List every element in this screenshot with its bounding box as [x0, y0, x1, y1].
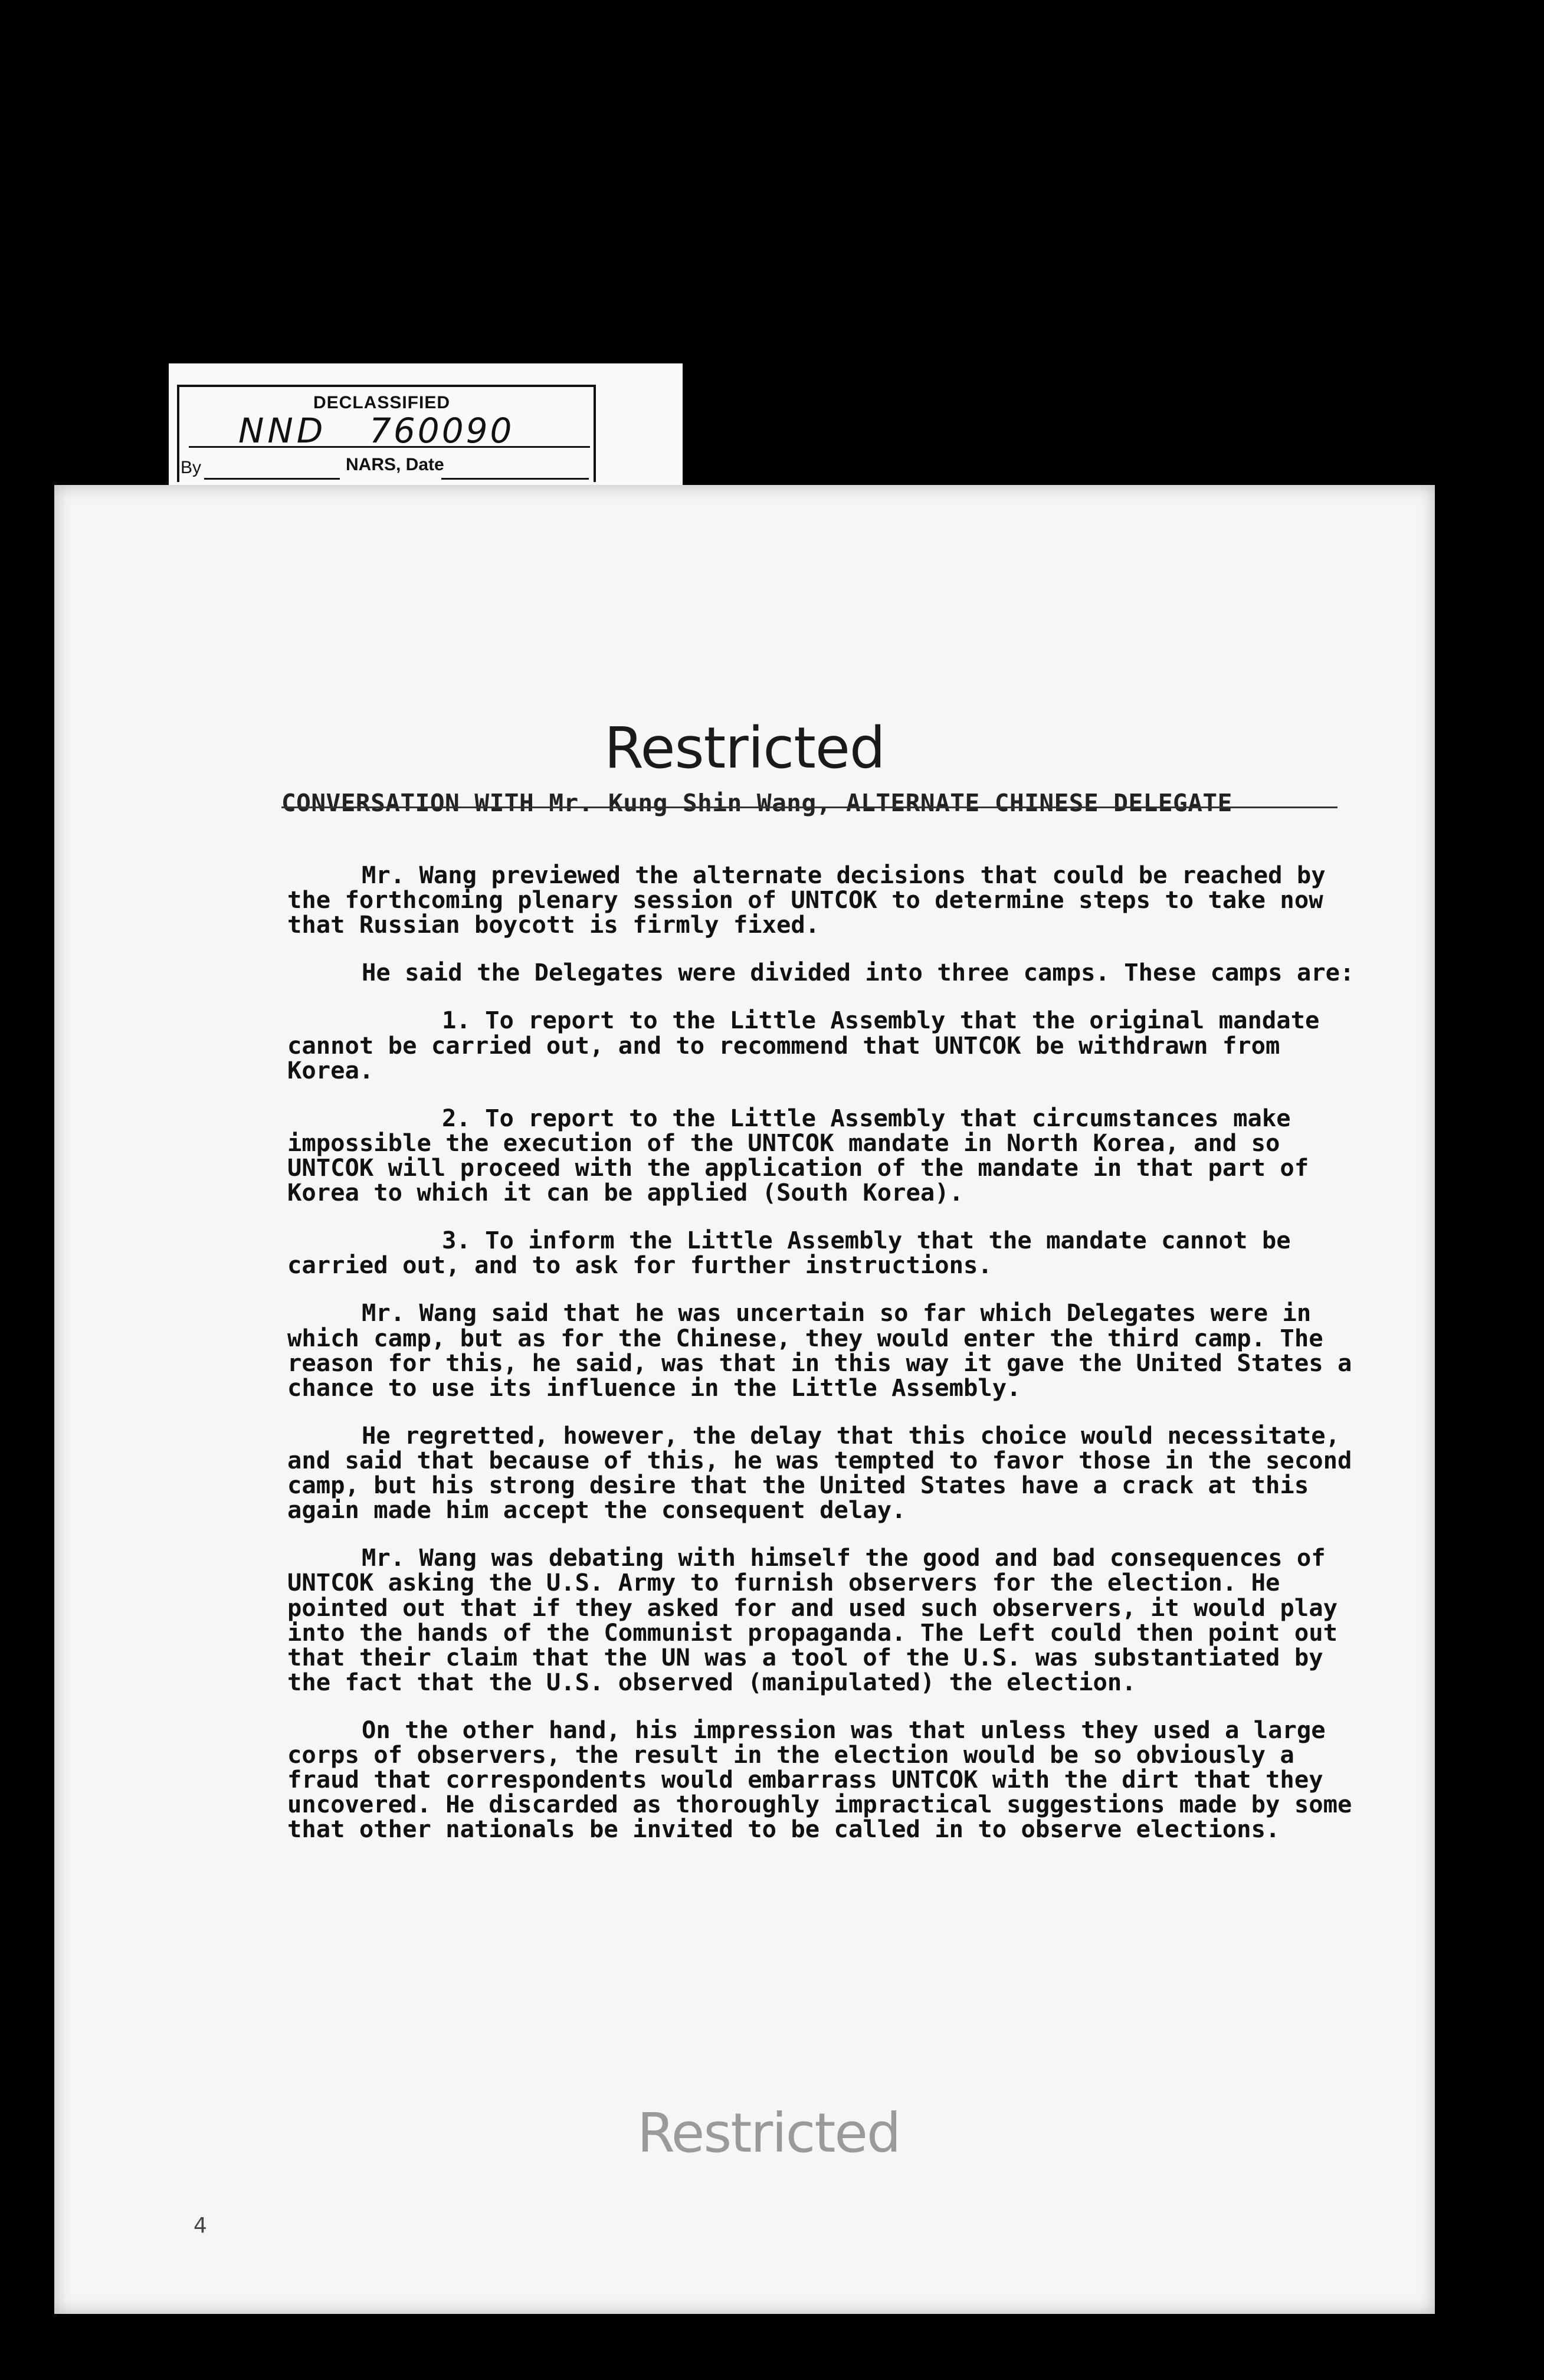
- stamp-by-line: [204, 478, 340, 480]
- paragraph: He said the Delegates were divided into three camps. These camps are:: [362, 958, 1355, 987]
- page-corner-mark: 4: [194, 2214, 207, 2238]
- paragraph: On the other hand, his impression was that unless they used a large corps of observers, the result in the election would be so obviously a fraud that correspondents would embarrass UNTCOK with the dirt that they uncovered. He discarded as thoroughly impractical suggestions made by some that other nationals be invited to be called in to observe elections.: [287, 1715, 1366, 1844]
- paragraph: He regretted, however, the delay that this choice would necessitate, and said that because of this, he was tempted to favor those in the second camp, but his strong desire that the United States have a crack at this again made him accept the consequent delay.: [287, 1421, 1366, 1525]
- stamp-authority-number: 760090: [369, 411, 514, 451]
- stamp-rule: [189, 446, 590, 448]
- stamp-authority-prefix: NND: [238, 411, 327, 451]
- footer-classification-stamp: Restricted: [637, 2102, 900, 2165]
- list-item: 3. To inform the Little Assembly that the mandate cannot be carried out, and to ask for further instructions.: [287, 1226, 1305, 1280]
- stamp-by-label: By: [181, 458, 202, 477]
- declassification-stamp: [169, 363, 683, 502]
- subject-strikethrough: [281, 807, 1338, 808]
- classification-header: Restricted: [604, 715, 885, 781]
- stamp-nars-date-label: NARS, Date: [346, 455, 444, 474]
- subject-text: CONVERSATION WITH Mr. Kung Shin Wang, ALTERNATE CHINESE DELEGATE: [281, 789, 1232, 817]
- document-page: [54, 485, 1435, 2314]
- paragraph: Mr. Wang said that he was uncertain so far which Delegates were in which camp, but as for the Chinese, they would enter the third camp. The reason for this, he said, was that in this way it gave the United States a chance to use its influence in the Little Assembly.: [287, 1299, 1366, 1402]
- paragraph: Mr. Wang previewed the alternate decisions that could be reached by the forthcoming plenary session of UNTCOK to determine steps to take now that Russian boycott is firmly fixed.: [287, 861, 1340, 939]
- stamp-declassified-label: DECLASSIFIED: [313, 393, 451, 412]
- document-subject: [281, 789, 1349, 817]
- list-item: 2. To report to the Little Assembly that circumstances make impossible the execution of the UNTCOK mandate in North Korea, and so UNTCOK will proceed with the application of the mandate in that part of Korea to which it can be applied (South Korea).: [287, 1103, 1323, 1207]
- stamp-date-line: [441, 478, 589, 480]
- paragraph: Mr. Wang was debating with himself the good and bad consequences of UNTCOK asking the U.S. Army to furnish observers for the election. He pointed out that if they asked for and used such observers, it would play into the hands of the Communist propaganda. The Left could then point out that their claim that the UN was a tool of the U.S. was substantiated by the fact that the U.S. observed (manipulated) the election.: [287, 1543, 1352, 1696]
- list-item: 1. To report to the Little Assembly that the original mandate cannot be carried out, and to recommend that UNTCOK be withdrawn from Korea.: [287, 1006, 1334, 1084]
- document-body: [287, 863, 1367, 1865]
